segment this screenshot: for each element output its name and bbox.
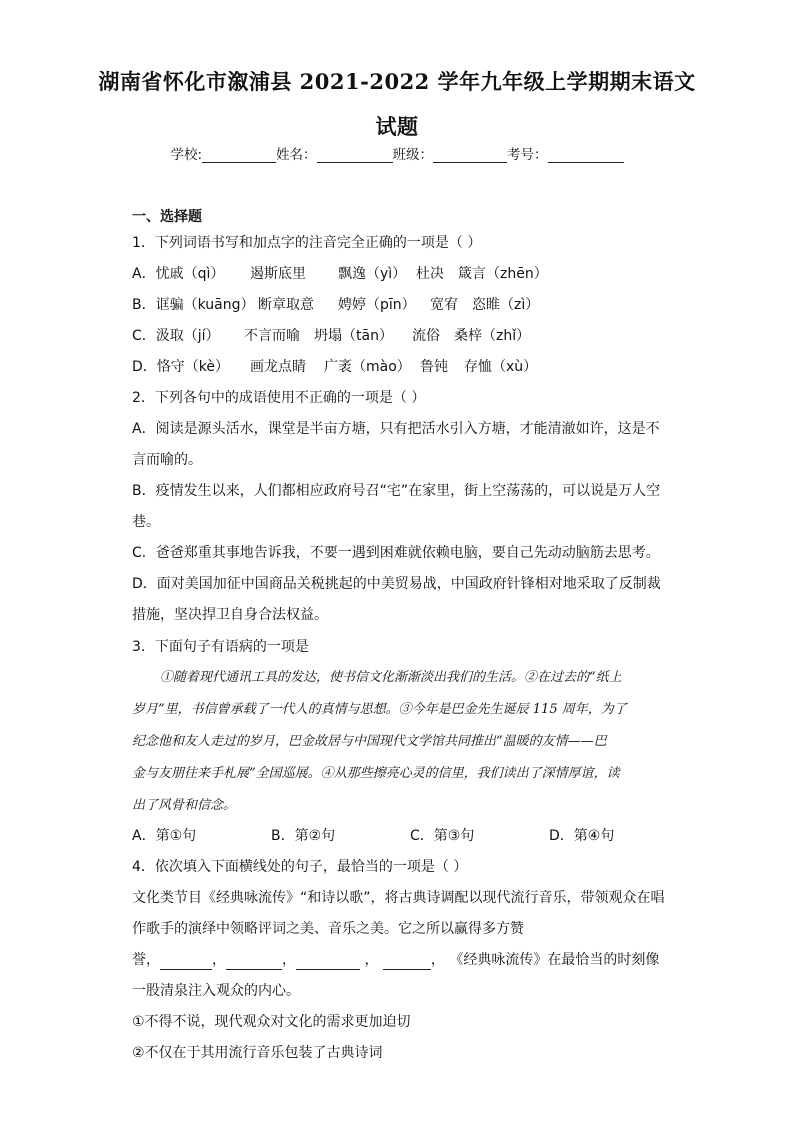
q1-option-c[interactable] xyxy=(132,326,672,346)
q2-option-d-cont: 措施，坚决捍卫自身合法权益。 xyxy=(132,607,328,623)
q4-blank-1[interactable] xyxy=(160,955,212,970)
q1b-item: 恣睢（zì） xyxy=(472,297,540,313)
exam-number-label: 考号： xyxy=(507,147,548,163)
student-info-line xyxy=(0,143,794,163)
q4-sentence-1: ①不得不说，现代观众对文化的需求更加迫切 xyxy=(132,1014,411,1030)
q4-passage-line: 作歌手的演绎中领略评词之美、音乐之美。它之所以赢得多方赞 xyxy=(132,921,524,937)
q2-option-b[interactable]: B．疫情发生以来，人们都相应政府号召“宅”在家里，街上空荡荡的，可以说是万人空 xyxy=(132,483,661,499)
q2-stem: 2．下列各句中的成语使用不正确的一项是（ ） xyxy=(132,390,426,406)
school-blank[interactable] xyxy=(202,148,276,163)
name-label: 姓名： xyxy=(276,147,317,163)
q3-stem: 3．下面句子有语病的一项是 xyxy=(132,639,309,655)
q1c-item: C．汲取（jí） xyxy=(132,328,220,344)
q1a-item: A．忧戚（qì） xyxy=(132,266,225,282)
q4-sentence-2: ②不仅在于其用流行音乐包装了古典诗词 xyxy=(132,1045,383,1061)
q4-passage-line: 文化类节目《经典咏流传》“和诗以歌”，将古典诗调配以现代流行音乐，带领观众在唱 xyxy=(132,890,665,906)
q3-passage-line: 岁月”里，书信曾承载了一代人的真情与思想。③今年是巴金先生诞辰 115 周年，为了 xyxy=(132,702,627,717)
q2-option-d[interactable]: D．面对美国加征中国商品关税挑起的中美贸易战，中国政府针锋相对地采取了反制裁 xyxy=(132,576,661,592)
q1d-item: 画龙点睛 xyxy=(250,359,306,375)
q1-option-a[interactable] xyxy=(132,264,672,284)
q4-line-end: 《经典咏流传》在最恰当的时刻像 xyxy=(449,952,660,968)
section-heading: 一、选择题 xyxy=(132,209,202,225)
q3-option-c[interactable]: C．第③句 xyxy=(410,828,475,844)
q1b-item: 娉婷（pīn） xyxy=(338,297,416,313)
q3-option-b[interactable]: B．第②句 xyxy=(271,828,336,844)
class-label: 班级： xyxy=(392,147,434,163)
q3-options xyxy=(132,826,672,846)
q1b-item: 断章取意 xyxy=(258,297,314,313)
exam-title-line2: 试题 xyxy=(375,114,419,139)
q1-option-b[interactable] xyxy=(132,295,672,315)
q3-passage-line: 金与友朋往来手札展”全国巡展。④从那些擦亮心灵的信里，我们读出了深情厚谊，读 xyxy=(132,766,620,781)
exam-title-line1: 湖南省怀化市溆浦县 2021-2022 学年九年级上学期期末语文 xyxy=(98,69,696,94)
q3-option-d[interactable]: D．第④句 xyxy=(549,828,615,844)
q4-blank-4[interactable] xyxy=(383,955,431,970)
q1a-item: 箴言（zhēn） xyxy=(458,266,548,282)
q1b-item: 宽宥 xyxy=(430,297,458,313)
q1d-item: 鲁钝 xyxy=(420,359,448,375)
q4-line-start: 誉， xyxy=(132,952,160,968)
name-blank[interactable] xyxy=(317,148,393,163)
q1d-item: 存恤（xù） xyxy=(464,359,538,375)
q4-blank-3[interactable] xyxy=(296,955,360,970)
q2-option-a-cont: 言而喻的。 xyxy=(132,452,202,468)
q3-option-a[interactable]: A．第①句 xyxy=(132,828,197,844)
q1-option-d[interactable] xyxy=(132,357,672,377)
q3-passage-line: ①随着现代通讯工具的发达，使书信文化渐渐淡出我们的生活。②在过去的“纸上 xyxy=(160,670,622,685)
q1d-item: D．恪守（kè） xyxy=(132,359,230,375)
q1a-item: 遏斯底里 xyxy=(250,266,306,282)
q2-option-c[interactable]: C．爸爸郑重其事地告诉我，不要一遇到困难就依赖电脑，要自己先动动脑筋去思考。 xyxy=(132,545,660,561)
class-blank[interactable] xyxy=(433,148,507,163)
q4-stem: 4．依次填入下面横线处的句子，最恰当的一项是（ ） xyxy=(132,859,468,875)
q3-passage-line: 出了风骨和信念。 xyxy=(132,798,237,813)
q1a-item: 飘逸（yì） xyxy=(338,266,407,282)
q2-option-b-cont: 巷。 xyxy=(132,514,160,530)
q1c-item: 流俗 xyxy=(412,328,440,344)
q1c-item: 桑梓（zhǐ） xyxy=(454,328,531,344)
school-label: 学校: xyxy=(170,147,203,163)
q1b-item: B．诓骗（kuāng） xyxy=(132,297,255,313)
q4-blank-2[interactable] xyxy=(226,955,282,970)
q4-passage-line: 一股清泉注入观众的内心。 xyxy=(132,983,300,999)
q1c-item: 坍塌（tān） xyxy=(314,328,393,344)
q1a-item: 杜决 xyxy=(416,266,444,282)
q3-passage-line: 纪念他和友人走过的岁月，巴金故居与中国现代文学馆共同推出“温暖的友情——巴 xyxy=(132,734,607,749)
exam-number-blank[interactable] xyxy=(548,148,624,163)
q1c-item: 不言而喻 xyxy=(244,328,300,344)
q1d-item: 广袤（mào） xyxy=(324,359,411,375)
q1-stem: 1．下列词语书写和加点字的注音完全正确的一项是（ ） xyxy=(132,235,482,251)
q4-blanks-line: 誉， ， ， ， ， 《经典咏流传》在最恰当的时刻像 xyxy=(132,952,660,968)
q2-option-a[interactable]: A．阅读是源头活水，课堂是半亩方塘，只有把活水引入方塘，才能清澈如许，这是不 xyxy=(132,421,660,437)
